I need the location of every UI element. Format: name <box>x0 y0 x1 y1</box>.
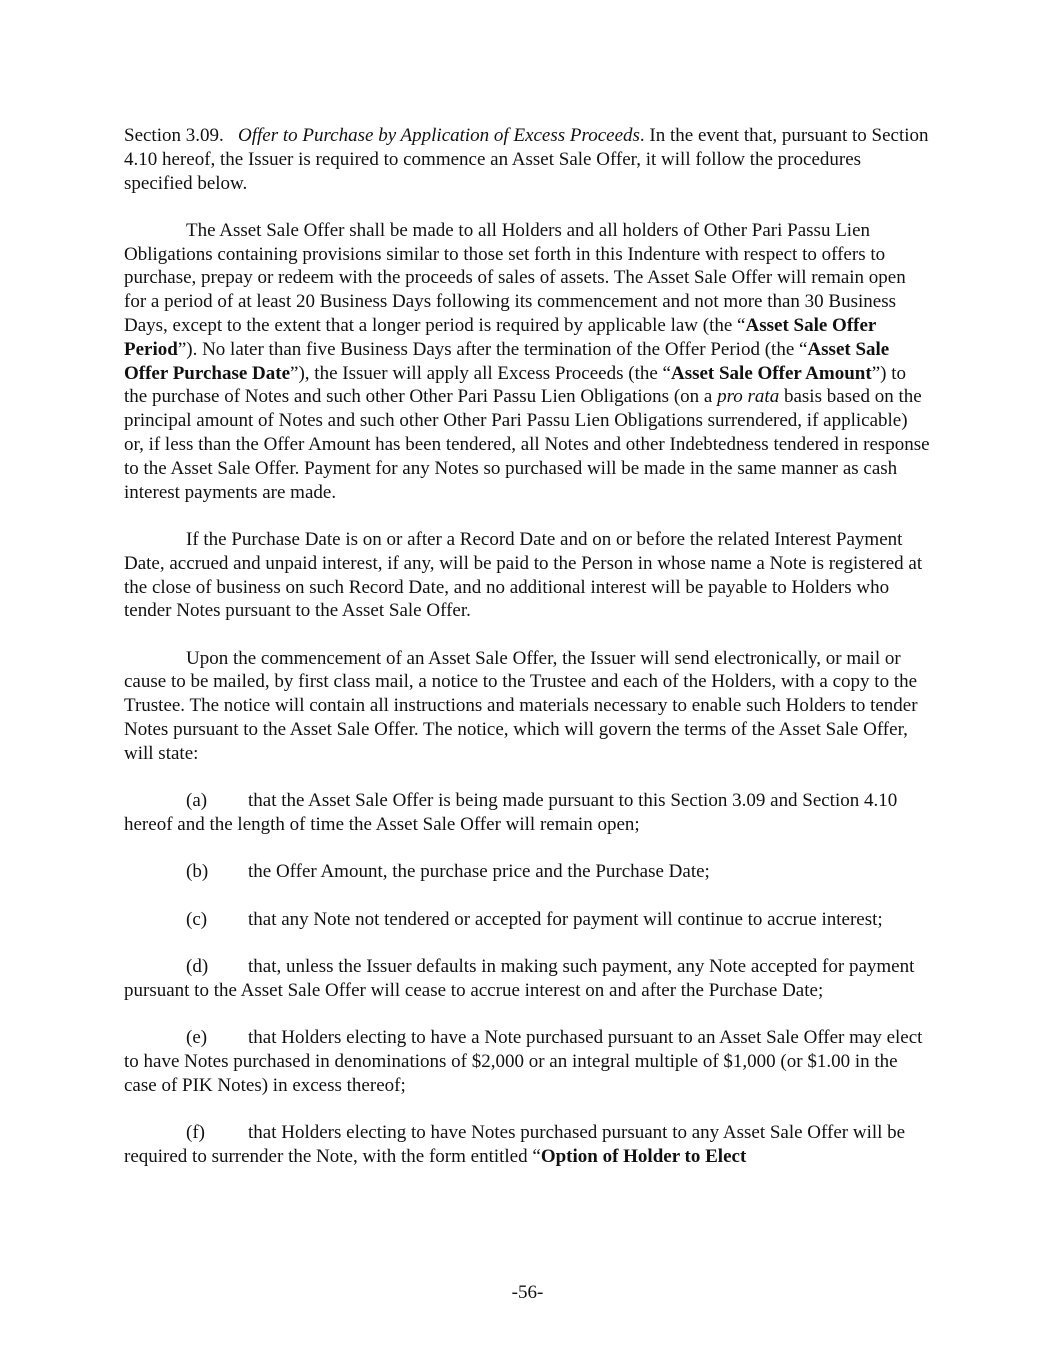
list-item-label: (c) <box>186 908 208 930</box>
list-item-text: that Holders electing to have a Note purchased pursuant to an Asset Sale Offer may elect to have Notes purchased in denominations of $2,000 or an integral multiple of $1,000 (or $1.00 in the case of PIK Notes) in excess thereof; <box>124 1026 923 1096</box>
list-item-label: (b) <box>186 861 209 883</box>
list-item-label: (f) <box>186 1121 205 1143</box>
italic-term: pro rata <box>717 386 780 408</box>
list-item-label: (e) <box>186 1026 208 1048</box>
list-item <box>124 1026 930 1097</box>
record-date-paragraph: If the Purchase Date is on or after a Record Date and on or before the related Interest Payment Date, accrued and unpaid interest, if any, will be paid to the Person in whose name a Note is registered at the close of business on such Record Date, and no additional interest will be payable to Holders who tender Notes pursuant to the Asset Sale Offer. <box>124 528 923 622</box>
defined-term: Asset Sale Offer Period <box>124 315 877 360</box>
section-number: Section 3.09. <box>124 125 224 146</box>
notice-paragraph: Upon the commencement of an Asset Sale Offer, the Issuer will send electronically, or mail or cause to be mailed, by first class mail, a notice to the Trustee and each of the Holders, with a copy to the Trustee. The notice will contain all instructions and materials necessary to enable such Holders to tender Notes pursuant to the Asset Sale Offer. The notice, which will govern the terms of the Asset Sale Offer, will state: <box>124 647 918 764</box>
section-heading-paragraph <box>124 124 930 195</box>
section-intro: . In the event that, pursuant to Section 4.10 hereof, the Issuer is required to commence an Asset Sale Offer, it will follow the procedures specified below. <box>124 125 929 194</box>
list-item <box>124 1121 930 1169</box>
section-title: Offer to Purchase by Application of Excess Proceeds <box>238 125 640 146</box>
text-run: basis based on the principal amount of Notes and such other Other Pari Passu Lien Obligations surrendered, if applicable) or, if less than the Offer Amount has been tendered, all Notes and other Indebtedness tendered in response to the Asset Sale Offer. Payment for any Notes so purchased will be made in the same manner as cash interest payments are made. <box>124 386 930 503</box>
page-number: -56- <box>511 1282 544 1303</box>
list-item-label: (d) <box>186 955 209 977</box>
defined-term: Asset Sale Offer Amount <box>670 362 872 384</box>
list-item-text: that Holders electing to have Notes purchased pursuant to any Asset Sale Offer will be required to surrender the Note, with the form entitled “ <box>124 1121 906 1167</box>
defined-term: Asset Sale Offer Purchase Date <box>124 338 890 384</box>
text-run: ”). No later than five Business Days after the termination of the Offer Period (the “ <box>177 338 808 360</box>
list-item-label: (a) <box>186 790 208 812</box>
text-run: ”) to the purchase of Notes and such other Other Pari Passu Lien Obligations (on a <box>124 362 906 408</box>
list-item <box>124 908 930 932</box>
document-page <box>124 124 930 1168</box>
text-run: ”), the Issuer will apply all Excess Proceeds (the “ <box>290 362 671 384</box>
list-item-text: that, unless the Issuer defaults in making such payment, any Note accepted for payment pursuant to the Asset Sale Offer will cease to accrue interest on and after the Purchase Date; <box>124 955 915 1001</box>
list-item-text: that any Note not tendered or accepted for payment will continue to accrue interest; <box>248 908 883 930</box>
list-item <box>124 789 930 837</box>
list-item <box>124 955 930 1003</box>
list-item <box>124 860 930 884</box>
list-item-text: that the Asset Sale Offer is being made pursuant to this Section 3.09 and Section 4.10 hereof and the length of time the Asset Sale Offer will remain open; <box>124 790 898 835</box>
defined-term: Option of Holder to Elect <box>540 1145 747 1167</box>
text-run: The Asset Sale Offer shall be made to all Holders and all holders of Other Pari Passu Lien Obligations containing provisions similar to those set forth in this Indenture with respect to offers to purchase, prepay or redeem with the proceeds of sales of assets. The Asset Sale Offer will remain open for a period of at least 20 Business Days following its commencement and not more than 30 Business Days, except to the extent that a longer period is required by applicable law (the “ <box>124 219 906 337</box>
asset-sale-offer-paragraph <box>124 219 930 505</box>
list-item-text: the Offer Amount, the purchase price and the Purchase Date; <box>248 861 710 883</box>
